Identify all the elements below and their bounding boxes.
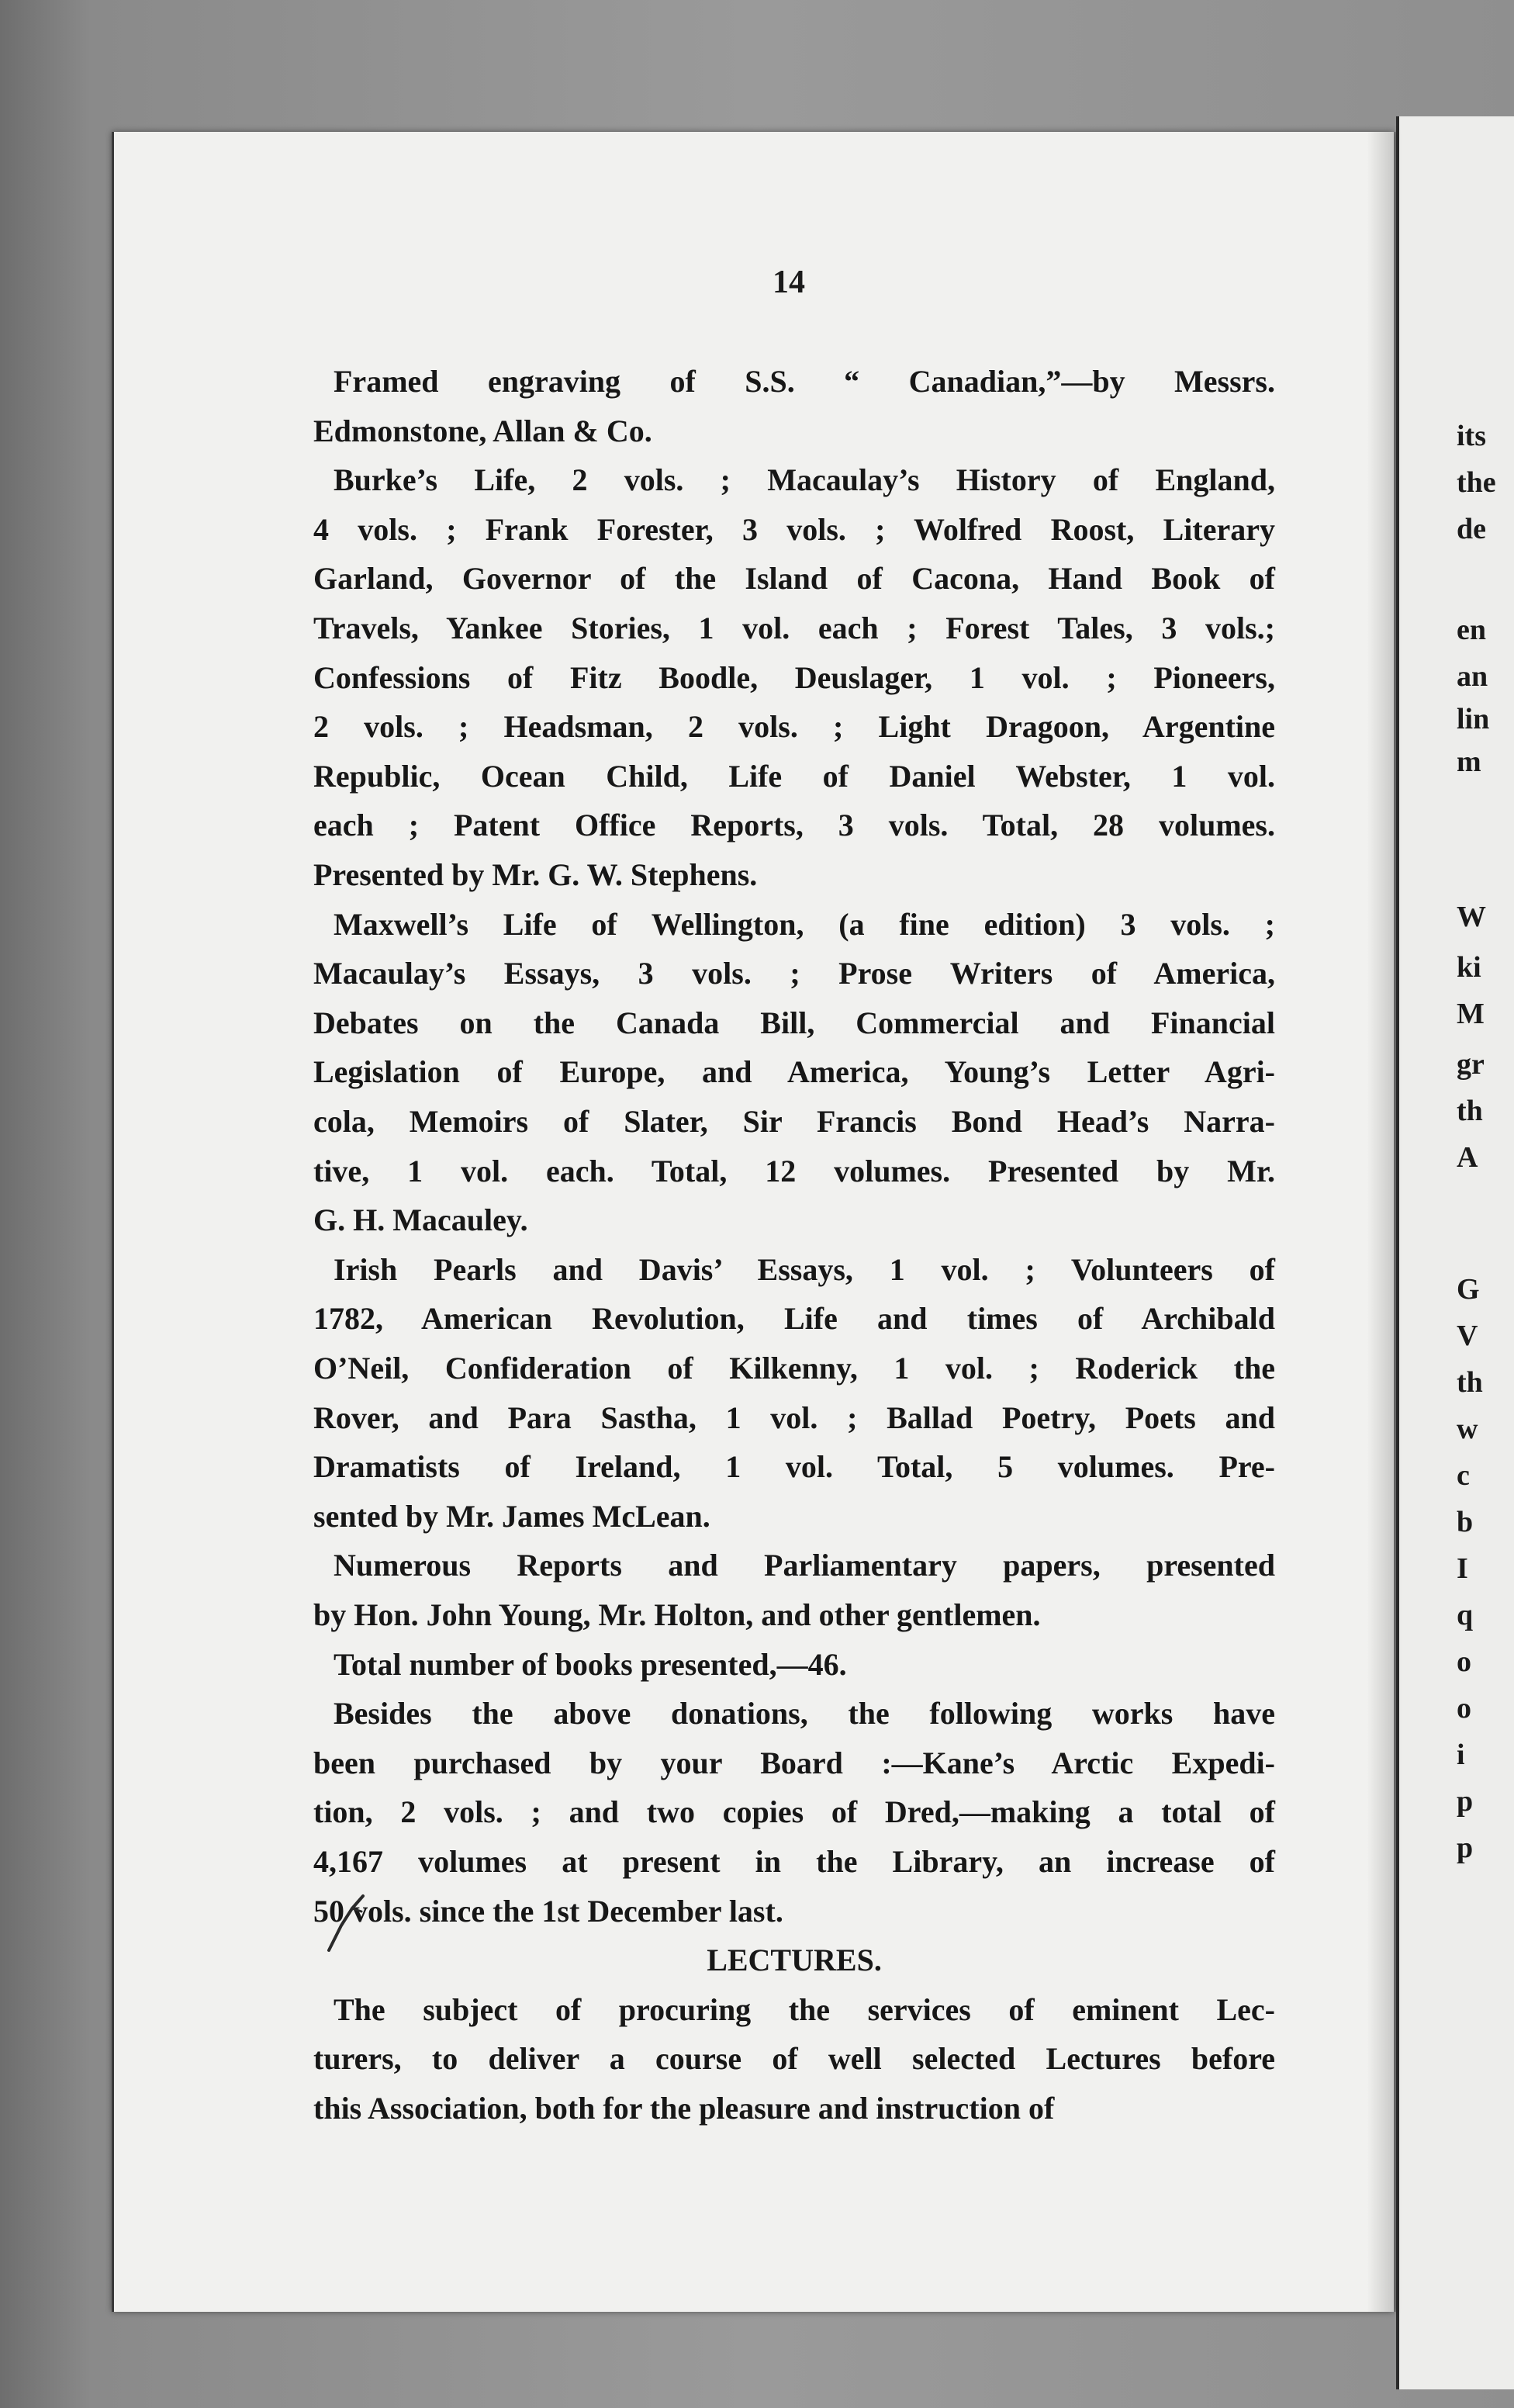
text-line: Burke’s Life, 2 vols. ; Macaulay’s History of England, (334, 462, 1275, 498)
text-line: sented by Mr. James McLean. (313, 1498, 710, 1534)
facing-page-fragment: en (1457, 614, 1486, 646)
text-line: 4,167 volumes at present in the Library, an increase of (313, 1844, 1275, 1879)
text-line: 50 vols. since the 1st December last. (313, 1893, 783, 1929)
pen-mark-icon (324, 1885, 371, 1955)
text-line: Besides the above donations, the following works have (334, 1696, 1275, 1732)
text-line: each ; Patent Office Reports, 3 vols. Total, 28 volumes. (313, 808, 1275, 843)
facing-page-fragment: lin (1457, 703, 1490, 735)
text-line: Irish Pearls and Davis’ Essays, 1 vol. ; Volunteers of (334, 1251, 1275, 1287)
facing-page (1396, 116, 1514, 2389)
text-line: Maxwell’s Life of Wellington, (a fine edition) 3 vols. ; (334, 906, 1275, 942)
text-line: by Hon. John Young, Mr. Holton, and other gentlemen. (313, 1597, 1041, 1632)
text-line: Macaulay’s Essays, 3 vols. ; Prose Writers of America, (313, 956, 1275, 991)
text-line: this Association, both for the pleasure and instruction of (313, 2091, 1055, 2126)
text-line: turers, to deliver a course of well selected Lectures before (313, 2041, 1275, 2077)
text-line: Republic, Ocean Child, Life of Daniel Webster, 1 vol. (313, 758, 1275, 794)
text-line: Edmonstone, Allan & Co. (313, 413, 652, 448)
facing-page-fragment: th (1457, 1366, 1483, 1399)
facing-page-fragment: its (1457, 420, 1486, 452)
facing-page-fragment: I (1457, 1552, 1468, 1585)
text-line: cola, Memoirs of Slater, Sir Francis Bond Head’s Narra- (313, 1104, 1275, 1139)
text-line: Total number of books presented,—46. (334, 1646, 847, 1682)
text-line: 2 vols. ; Headsman, 2 vols. ; Light Dragoon, Argentine (313, 709, 1275, 745)
gutter-shadow (1367, 132, 1396, 2312)
text-line: Numerous Reports and Parliamentary papers, presented (334, 1548, 1275, 1583)
facing-page-fragment: o (1457, 1645, 1471, 1678)
text-line: 4 vols. ; Frank Forester, 3 vols. ; Wolfred Roost, Literary (313, 511, 1275, 547)
facing-page-fragment: de (1457, 513, 1486, 545)
facing-page-fragment: o (1457, 1692, 1471, 1725)
section-heading: LECTURES. (707, 1943, 882, 1978)
facing-page-fragment: b (1457, 1506, 1474, 1538)
facing-page-fragment: p (1457, 1785, 1474, 1818)
text-line: Travels, Yankee Stories, 1 vol. each ; Forest Tales, 3 vols.; (313, 611, 1275, 645)
facing-page-fragment: q (1457, 1599, 1474, 1631)
text-line: Confessions of Fitz Boodle, Deuslager, 1 vol. ; Pioneers, (313, 659, 1275, 695)
text-line: Presented by Mr. G. W. Stephens. (313, 857, 758, 892)
text-line: tive, 1 vol. each. Total, 12 volumes. Presented by Mr. (313, 1153, 1275, 1188)
text-line: The subject of procuring the services of eminent Lec- (334, 1991, 1275, 2027)
facing-page-fragment: M (1457, 998, 1485, 1030)
facing-page-fragment: ki (1457, 951, 1481, 984)
facing-page-fragment: gr (1457, 1048, 1485, 1081)
facing-page-fragment: the (1457, 466, 1496, 499)
facing-page-fragment: V (1457, 1320, 1478, 1352)
facing-page-fragment: m (1457, 746, 1481, 778)
text-line: Garland, Governor of the Island of Cacona, Hand Book of (313, 561, 1275, 597)
text-line: tion, 2 vols. ; and two copies of Dred,—making a total of (313, 1794, 1275, 1830)
facing-page-fragment: c (1457, 1459, 1470, 1492)
facing-page-fragment: A (1457, 1141, 1478, 1174)
facing-page-fragment: i (1457, 1739, 1465, 1771)
text-line: Debates on the Canada Bill, Commercial and Financial (313, 1005, 1275, 1040)
facing-page-fragment: an (1457, 660, 1488, 693)
text-line: Rover, and Para Sastha, 1 vol. ; Ballad Poetry, Poets and (313, 1399, 1275, 1435)
text-line: Legislation of Europe, and America, Young’s Letter Agri- (313, 1054, 1275, 1090)
facing-page-fragment: w (1457, 1413, 1478, 1445)
facing-page-fragment: W (1457, 901, 1486, 933)
text-line: G. H. Macauley. (313, 1202, 528, 1238)
page-number: 14 (773, 265, 805, 300)
text-line: O’Neil, Confideration of Kilkenny, 1 vol. ; Roderick the (313, 1351, 1275, 1386)
facing-page-fragment: G (1457, 1273, 1480, 1306)
facing-page-fragment: p (1457, 1832, 1474, 1864)
facing-page-fragment: th (1457, 1095, 1483, 1127)
text-line: Framed engraving of S.S. “ Canadian,”—by Messrs. (334, 364, 1275, 399)
text-line: Dramatists of Ireland, 1 vol. Total, 5 volumes. Pre- (313, 1449, 1275, 1485)
text-line: 1782, American Revolution, Life and times of Archibald (313, 1301, 1275, 1337)
text-line: been purchased by your Board :—Kane’s Arctic Expedi- (313, 1745, 1275, 1780)
